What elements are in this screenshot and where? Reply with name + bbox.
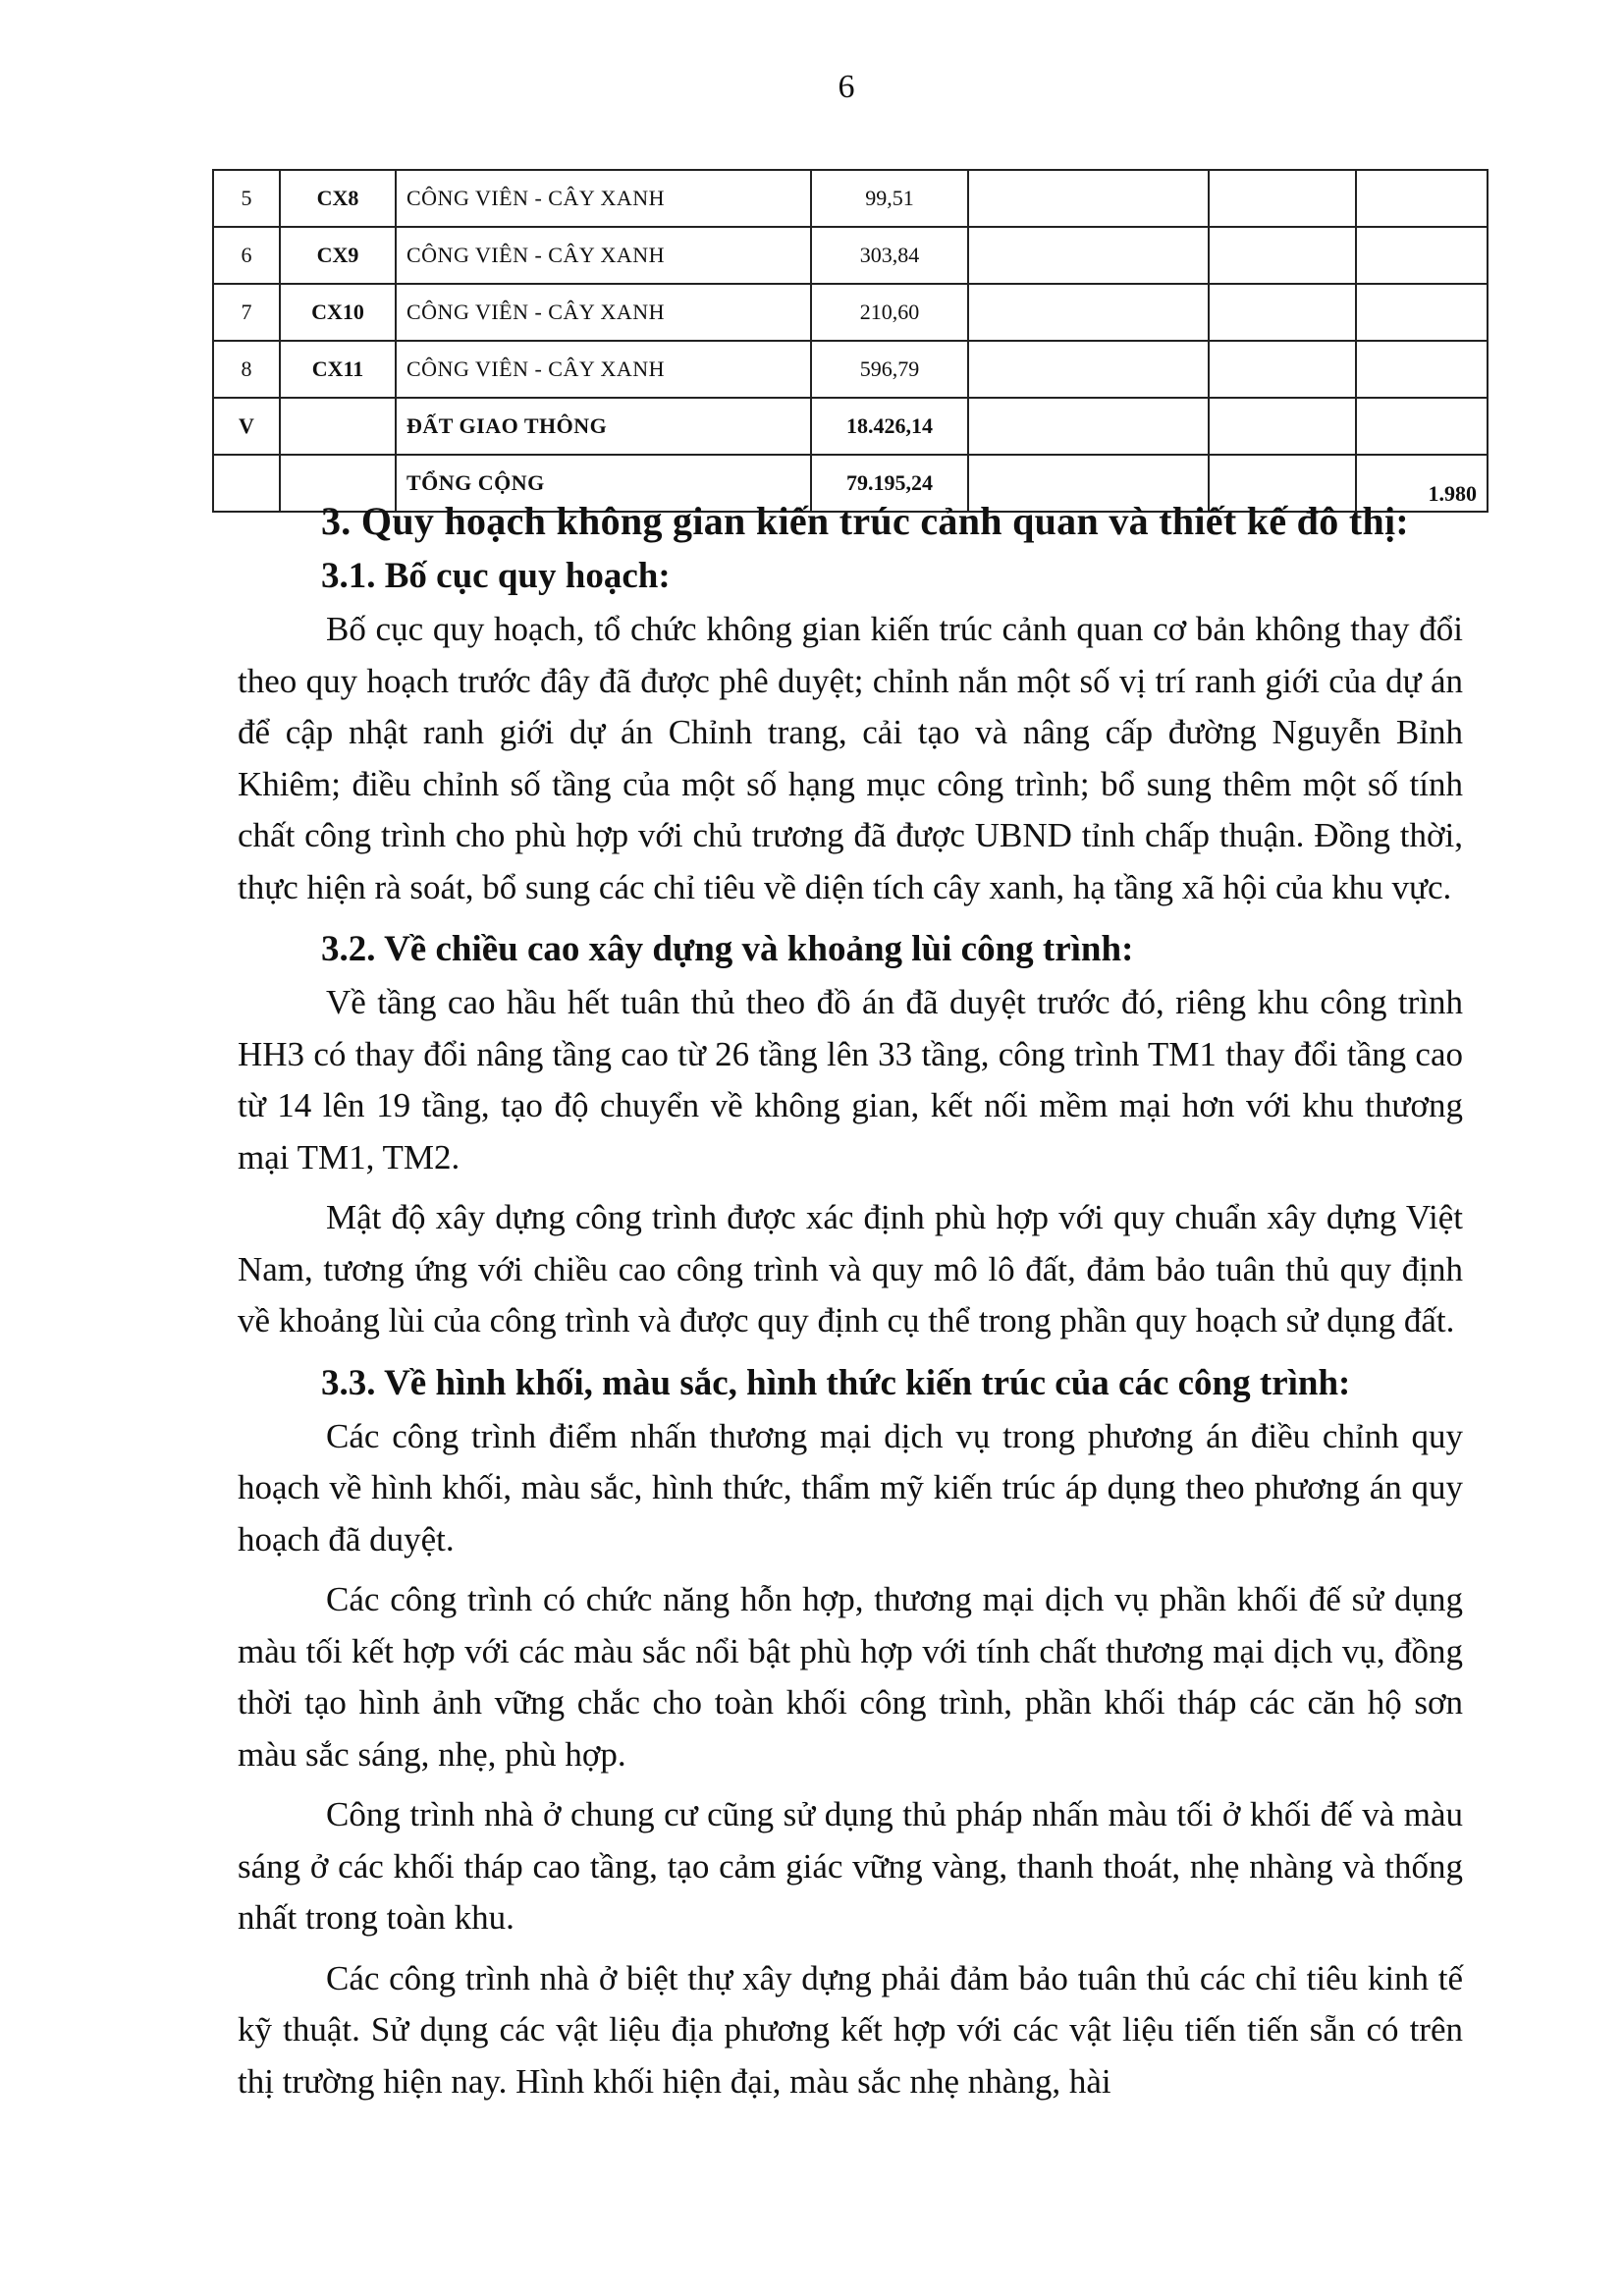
page-number: 6 — [838, 69, 855, 105]
cell-code — [280, 398, 396, 455]
cell-code: CX9 — [280, 227, 396, 284]
cell-area: 210,60 — [811, 284, 968, 341]
land-use-table — [212, 169, 1489, 513]
cell-name: CÔNG VIÊN - CÂY XANH — [396, 284, 811, 341]
cell-code: CX10 — [280, 284, 396, 341]
cell-empty — [1209, 341, 1356, 398]
subsection-heading: 3.3. Về hình khối, màu sắc, hình thức kiến trúc của các công trình: — [321, 1362, 1351, 1403]
table-row — [213, 170, 1488, 227]
cell-name: TỔNG CỘNG — [396, 455, 811, 512]
cell-empty — [968, 284, 1209, 341]
paragraph: Các công trình có chức năng hỗn hợp, thương mại dịch vụ phần khối đế sử dụng màu tối kết hợp với các màu sắc nổi bật phù hợp với tính chất thương mại dịch vụ, đồng thời tạo hình ảnh vững chắc cho toàn khối công trình, phần khối tháp các căn hộ sơn màu sắc sáng, nhẹ, phù hợp. — [238, 1580, 1463, 1774]
cell-stt: 8 — [213, 341, 280, 398]
cell-stt: 6 — [213, 227, 280, 284]
paragraph: Bố cục quy hoạch, tổ chức không gian kiến trúc cảnh quan cơ bản không thay đổi theo quy hoạch trước đây đã được phê duyệt; chỉnh nắn một số vị trí ranh giới của dự án để cập nhật ranh giới dự án Chỉnh trang, cải tạo và nâng cấp đường Nguyễn Bỉnh Khiêm; điều chỉnh số tầng của một số hạng mục công trình; bổ sung thêm một số tính chất công trình cho phù hợp với chủ trương đã được UBND tỉnh chấp thuận. Đồng thời, thực hiện rà soát, bổ sung các chỉ tiêu về diện tích cây xanh, hạ tầng xã hội của khu vực. — [238, 610, 1463, 906]
cell-name: CÔNG VIÊN - CÂY XANH — [396, 341, 811, 398]
cell-area: 79.195,24 — [811, 455, 968, 512]
cell-code: CX11 — [280, 341, 396, 398]
cell-name: CÔNG VIÊN - CÂY XANH — [396, 170, 811, 227]
cell-stt: 5 — [213, 170, 280, 227]
cell-name: CÔNG VIÊN - CÂY XANH — [396, 227, 811, 284]
table-row — [213, 398, 1488, 455]
paragraph: Các công trình điểm nhấn thương mại dịch vụ trong phương án điều chỉnh quy hoạch về hình khối, màu sắc, hình thức, thẩm mỹ kiến trúc áp dụng theo phương án quy hoạch đã duyệt. — [238, 1416, 1463, 1558]
cell-area: 99,51 — [811, 170, 968, 227]
subsection-heading: 3.1. Bố cục quy hoạch: — [321, 556, 671, 596]
cell-empty — [1209, 284, 1356, 341]
cell-pop — [1356, 341, 1488, 398]
cell-empty — [968, 227, 1209, 284]
cell-stt: V — [213, 398, 280, 455]
paragraph: Công trình nhà ở chung cư cũng sử dụng thủ pháp nhấn màu tối ở khối đế và màu sáng ở các khối tháp cao tầng, tạo cảm giác vững vàng, thanh thoát, nhẹ nhàng và thống nhất trong toàn khu. — [238, 1795, 1463, 1937]
cell-empty — [968, 170, 1209, 227]
cell-pop — [1356, 284, 1488, 341]
cell-code: CX8 — [280, 170, 396, 227]
cell-empty — [1209, 227, 1356, 284]
paragraph: Các công trình nhà ở biệt thự xây dựng phải đảm bảo tuân thủ các chỉ tiêu kinh tế kỹ thuật. Sử dụng các vật liệu địa phương kết hợp với các vật liệu tiến tiến sẵn có trên thị trường hiện nay. Hình khối hiện đại, màu sắc nhẹ nhàng, hài — [238, 1958, 1463, 2101]
cell-empty — [968, 398, 1209, 455]
paragraph: Về tầng cao hầu hết tuân thủ theo đồ án đã duyệt trước đó, riêng khu công trình HH3 có thay đổi nâng tầng cao từ 26 tầng lên 33 tầng, công trình TM1 thay đổi tầng cao từ 14 lên 19 tầng, tạo độ chuyển về không gian, kết nối mềm mại hơn với khu thương mại TM1, TM2. — [238, 983, 1463, 1176]
cell-name: ĐẤT GIAO THÔNG — [396, 398, 811, 455]
section-3 — [238, 494, 1463, 2116]
cell-area: 18.426,14 — [811, 398, 968, 455]
cell-pop — [1356, 398, 1488, 455]
cell-empty — [1209, 170, 1356, 227]
table-row — [213, 284, 1488, 341]
cell-area: 596,79 — [811, 341, 968, 398]
cell-stt: 7 — [213, 284, 280, 341]
cell-stt — [213, 455, 280, 512]
cell-empty — [968, 341, 1209, 398]
table-row — [213, 341, 1488, 398]
subsection-heading: 3.2. Về chiều cao xây dựng và khoảng lùi công trình: — [321, 929, 1134, 969]
paragraph: Mật độ xây dựng công trình được xác định phù hợp với quy chuẩn xây dựng Việt Nam, tương ứng với chiều cao công trình và quy mô lô đất, đảm bảo tuân thủ quy định về khoảng lùi của công trình và được quy định cụ thể trong phần quy hoạch sử dụng đất. — [238, 1198, 1463, 1339]
cell-pop — [1356, 170, 1488, 227]
cell-pop — [1356, 227, 1488, 284]
table-row — [213, 227, 1488, 284]
section-heading: 3. Quy hoạch không gian kiến trúc cảnh quan và thiết kế đô thị: — [321, 499, 1410, 543]
cell-empty — [1209, 398, 1356, 455]
cell-pop: 1.980 — [1356, 455, 1488, 512]
cell-area: 303,84 — [811, 227, 968, 284]
